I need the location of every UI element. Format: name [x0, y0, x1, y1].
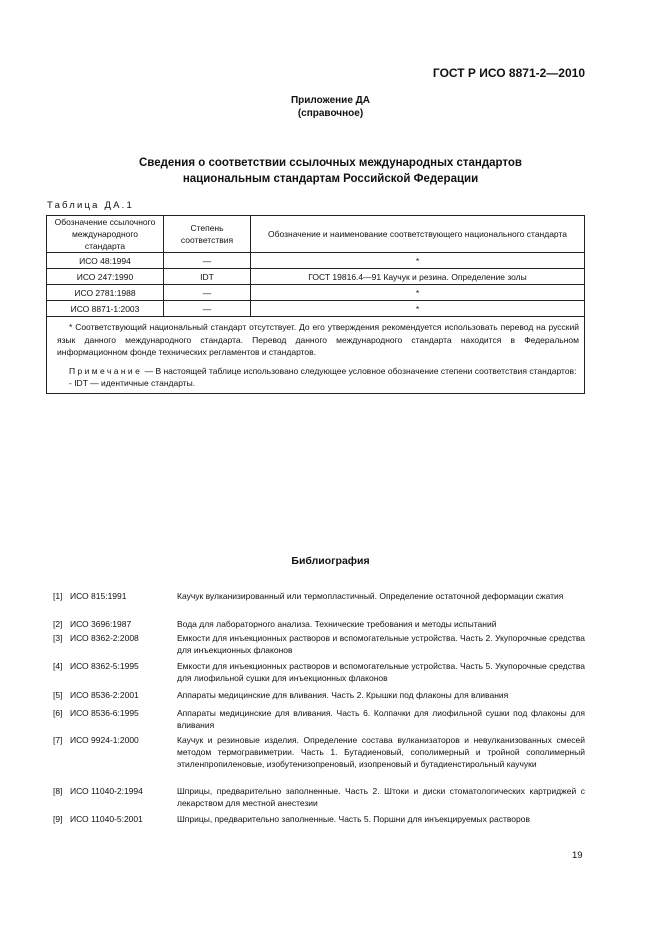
bib-text: Каучук и резиновые изделия. Определение состава вулканизаторов и невулканизованных смесей методом термогравиметрии. Часть 1. Бутадиеновый, сополимерный и тройной сополимерный этиленпропиленовые, изобутенизопреновый, изопреновый и бутадиенстирольный каучуки	[177, 735, 585, 769]
row-degree: —	[164, 253, 251, 269]
bib-code: ИСО 11040-5:2001	[70, 814, 143, 824]
bibliography-item	[53, 660, 585, 684]
bibliography-item	[53, 707, 585, 731]
bibliography-item	[53, 618, 585, 630]
bib-code: ИСО 8536-2:2001	[70, 690, 139, 700]
bib-code: ИСО 11040-2:1994	[70, 786, 143, 796]
note-item: - IDT — идентичные стандарты.	[69, 378, 196, 388]
bibliography-item	[53, 689, 585, 701]
table-row	[47, 253, 585, 269]
bibliography-item	[53, 734, 585, 770]
row-ref: ИСО 8871-1:2003	[47, 301, 164, 317]
row-degree: —	[164, 285, 251, 301]
row-national: ГОСТ 19816.4—91 Каучук и резина. Определение золы	[251, 269, 585, 285]
bib-number: [8]	[53, 786, 63, 796]
row-ref: ИСО 2781:1988	[47, 285, 164, 301]
appendix-subtitle: (справочное)	[297, 108, 364, 119]
bib-text: Емкости для инъекционных растворов и вспомогательные устройства. Часть 2. Укупорочные средства для инъекционных флаконов	[177, 633, 585, 655]
row-degree: —	[164, 301, 251, 317]
bib-text: Шприцы, предварительно заполненные. Часть 2. Штоки и диски стоматологических картриджей с лекарством для местной анестезии	[177, 786, 585, 808]
row-national: *	[251, 253, 585, 269]
table-notes	[47, 317, 585, 394]
bib-code: ИСО 3696:1987	[70, 619, 132, 629]
bib-code: ИСО 8536-6:1995	[70, 708, 139, 718]
correspondence-table	[46, 215, 585, 394]
bib-text: Каучук вулканизированный или термопластичный. Определение остаточной деформации сжатия	[177, 591, 564, 601]
header-national-standard: Обозначение и наименование соответствующего национального стандарта	[251, 216, 585, 253]
bib-code: ИСО 8362-5:1995	[70, 661, 139, 671]
table-footnote: * Соответствующий национальный стандарт отсутствует. До его утверждения рекомендуется использовать перевод на русский язык данного международного стандарта. Перевод данного международного стандарта находится в Федеральном информационном фонде технических регламентов и стандартов.	[57, 322, 579, 357]
table-label: Таблица ДА.1	[47, 200, 134, 211]
section-title-line2: национальным стандартам Российской Федерации	[182, 173, 479, 185]
row-national: *	[251, 301, 585, 317]
bib-number: [2]	[53, 619, 63, 629]
page-number: 19	[572, 850, 583, 861]
bib-number: [7]	[53, 735, 63, 745]
row-ref: ИСО 247:1990	[47, 269, 164, 285]
bib-code: ИСО 815:1991	[70, 591, 127, 601]
bib-number: [3]	[53, 633, 63, 643]
table-row	[47, 301, 585, 317]
row-ref: ИСО 48:1994	[47, 253, 164, 269]
document-header: ГОСТ Р ИСО 8871-2—2010	[432, 66, 585, 80]
table-header-row	[47, 216, 585, 253]
bib-code: ИСО 8362-2:2008	[70, 633, 139, 643]
bibliography-item	[53, 590, 585, 602]
header-degree: Степень соответствия	[164, 216, 251, 253]
row-degree: IDT	[164, 269, 251, 285]
bibliography-title: Библиография	[291, 555, 370, 567]
bib-number: [9]	[53, 814, 63, 824]
header-ref-standard: Обозначение ссылочного международного стандарта	[47, 216, 164, 253]
appendix-title: Приложение ДА	[290, 95, 371, 106]
bib-text: Аппараты медицинские для вливания. Часть 2. Крышки под флаконы для вливания	[177, 690, 509, 700]
note-text: — В настоящей таблице использовано следующее условное обозначение степени соответствия стандартов:	[144, 365, 577, 376]
bib-text: Шприцы, предварительно заполненные. Часть 5. Поршни для инъекцируемых растворов	[177, 814, 530, 824]
bib-number: [4]	[53, 661, 63, 671]
bibliography-item	[53, 632, 585, 656]
table-row	[47, 285, 585, 301]
table-row	[47, 269, 585, 285]
bibliography-item	[53, 785, 585, 809]
table-notes-row	[47, 317, 585, 394]
note-label: Примечание	[69, 365, 143, 376]
table-note	[57, 365, 579, 378]
bib-text: Аппараты медицинские для вливания. Часть 6. Колпачки для лиофильной сушки под флаконы для вливания	[177, 708, 585, 730]
bib-code: ИСО 9924-1:2000	[70, 735, 139, 745]
section-title-line1: Сведения о соответствии ссылочных международных стандартов	[138, 157, 522, 169]
bib-text: Вода для лабораторного анализа. Технические требования и методы испытаний	[177, 619, 497, 629]
bib-number: [6]	[53, 708, 63, 718]
bibliography-item	[53, 813, 585, 825]
bib-number: [5]	[53, 690, 63, 700]
bib-text: Емкости для инъекционных растворов и вспомогательные устройства. Часть 5. Укупорочные средства для лиофильной сушки для инъекционных флаконов	[177, 661, 585, 683]
row-national: *	[251, 285, 585, 301]
bib-number: [1]	[53, 591, 63, 601]
